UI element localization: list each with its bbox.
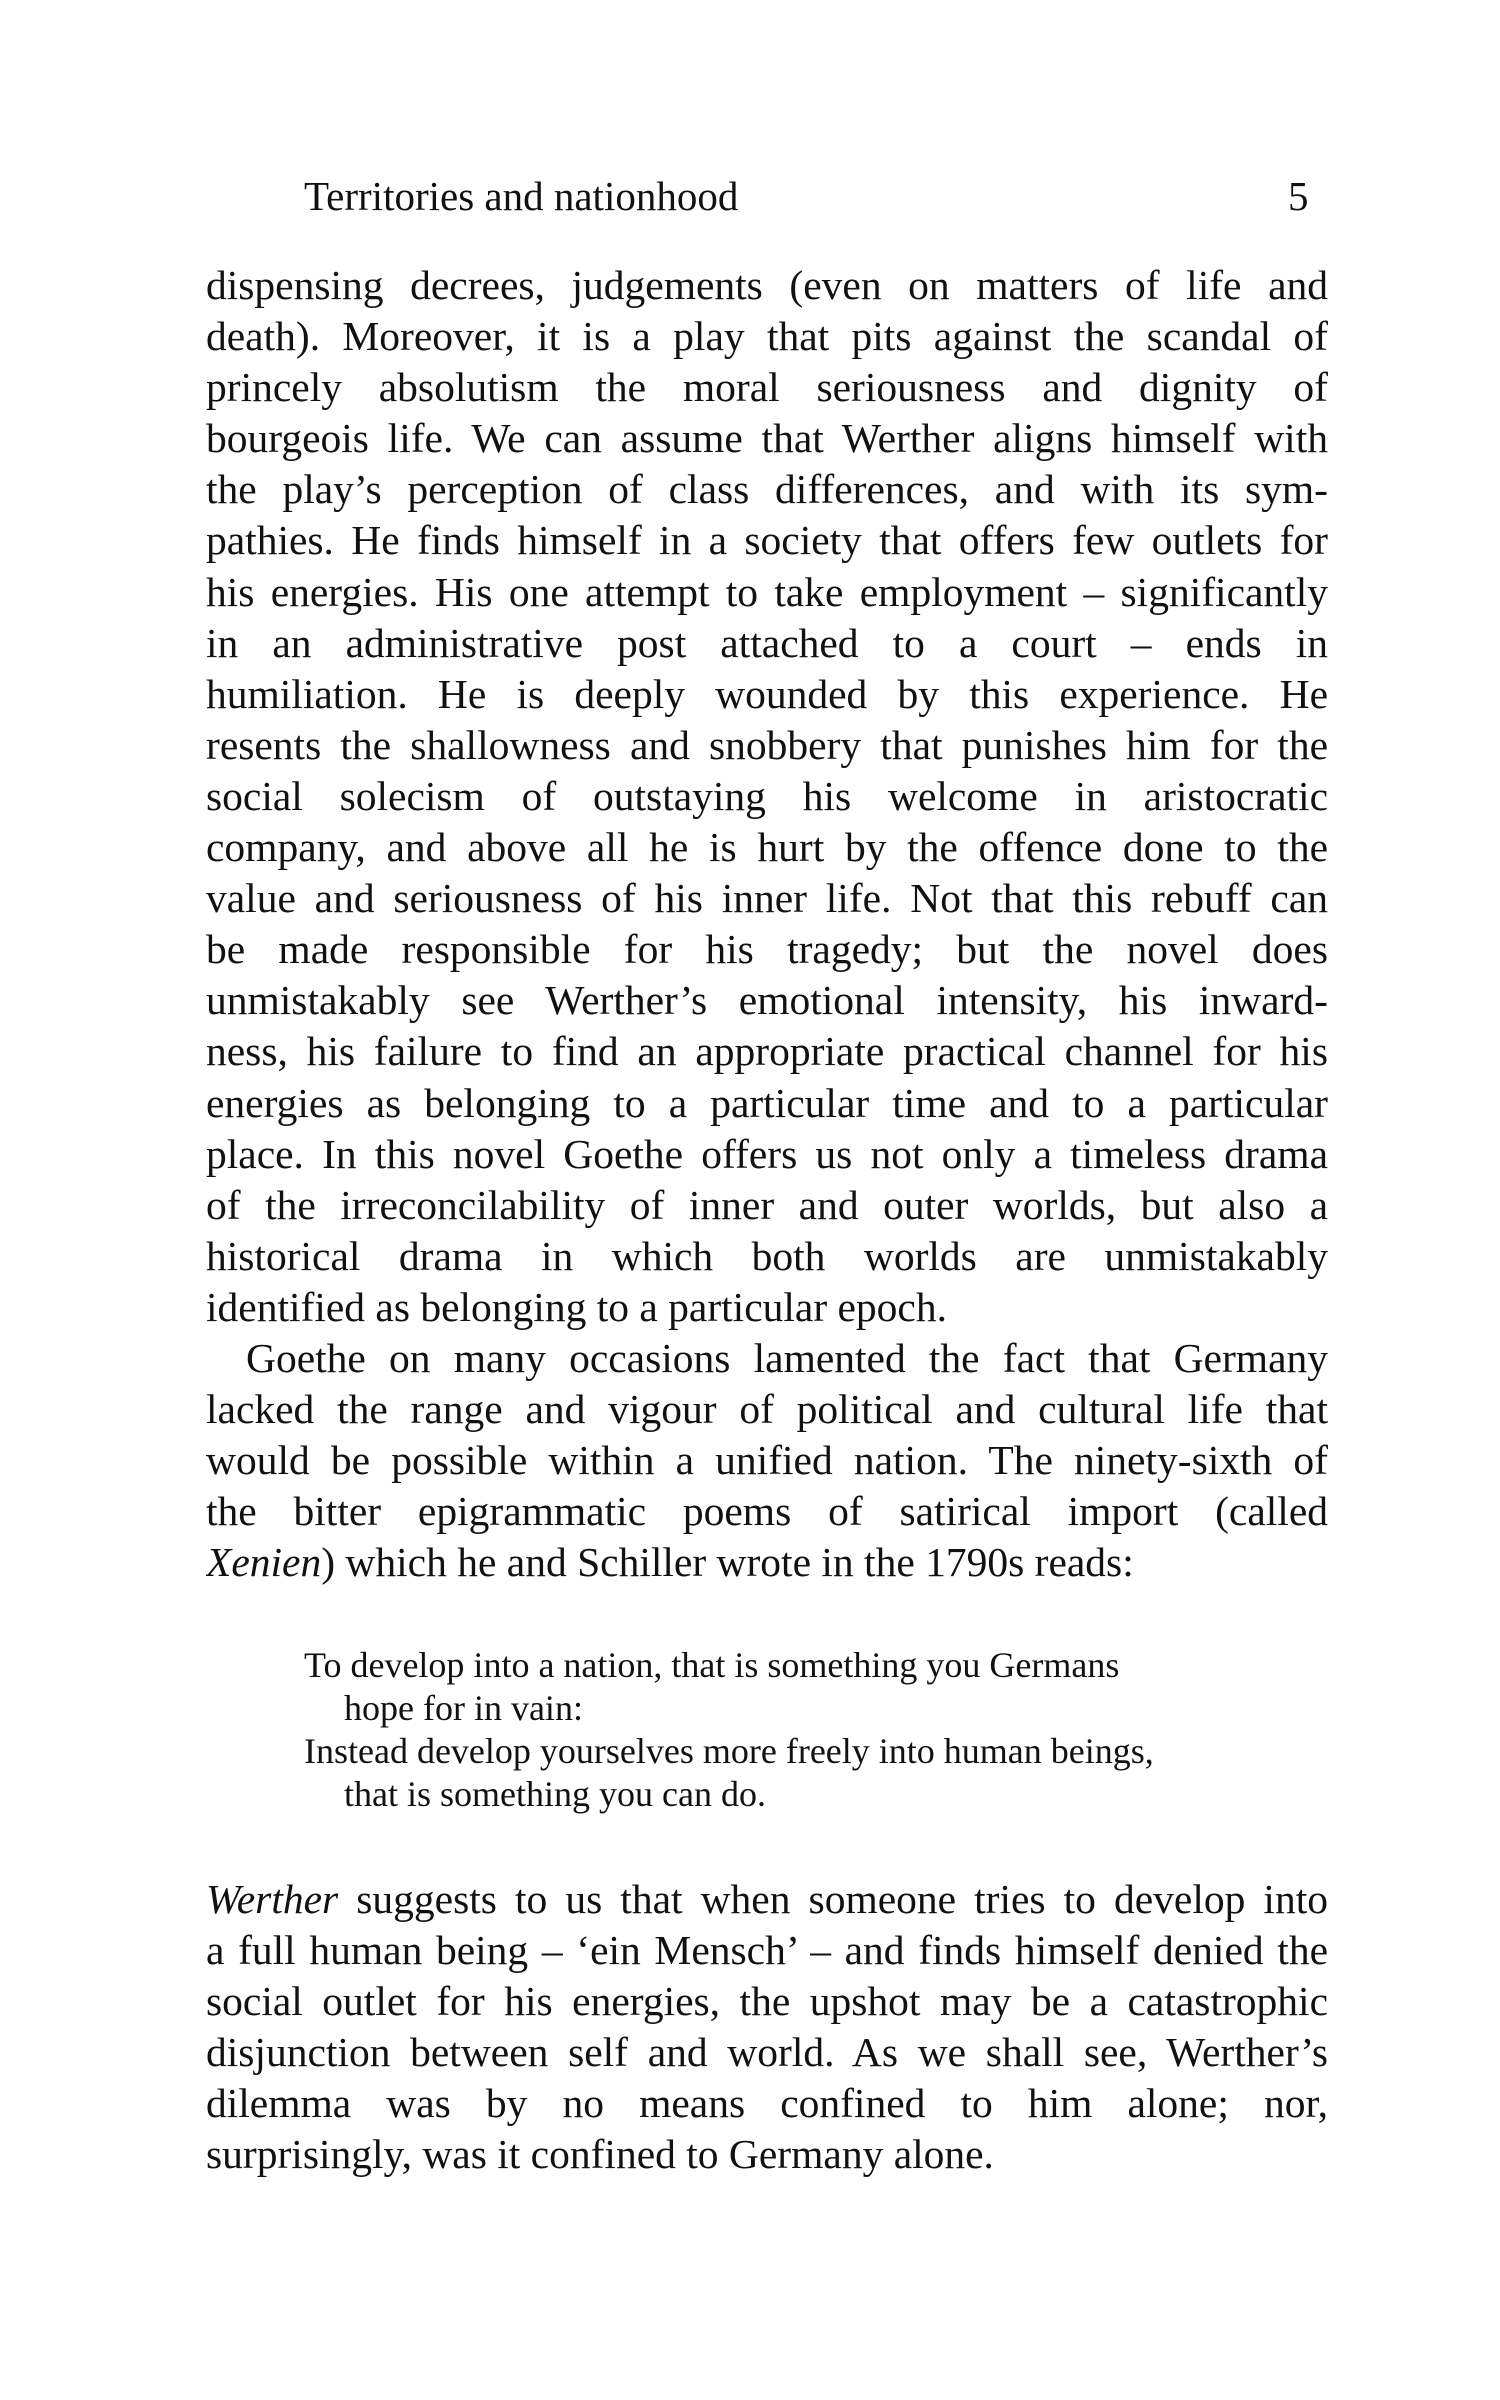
- quote-line: To develop into a nation, that is something you Germans: [304, 1645, 1120, 1685]
- text-line: humiliation. He is deeply wounded by this experience. He: [206, 670, 1328, 717]
- text-line: bourgeois life. We can assume that Werther aligns himself with: [206, 415, 1328, 462]
- text-line: unmistakably see Werther’s emotional intensity, his inward-: [206, 977, 1328, 1024]
- text-line: social solecism of outstaying his welcome in aristocratic: [206, 772, 1328, 819]
- text-line: value and seriousness of his inner life. Not that this rebuff can: [206, 875, 1328, 922]
- quote-line: Instead develop yourselves more freely into human beings,: [304, 1731, 1154, 1771]
- text-line: disjunction between self and world. As we shall see, Werther’s: [206, 2029, 1328, 2076]
- text-line: the play’s perception of class differences, and with its sym-: [206, 466, 1328, 513]
- block-quotation: [304, 1644, 1284, 1816]
- text-line: company, and above all he is hurt by the offence done to the: [206, 824, 1328, 871]
- text-line: in an administrative post attached to a court – ends in: [206, 619, 1328, 666]
- paragraph-werther-conclusion: [206, 1874, 1328, 2181]
- text-fragment: ) which he and Schiller wrote in the 1790s reads:: [321, 1539, 1134, 1586]
- running-title: Territories and nationhood: [304, 173, 739, 219]
- quote-line: hope for in vain:: [344, 1688, 583, 1728]
- text-line: death). Moreover, it is a play that pits against the scandal of: [206, 313, 1328, 360]
- text-line: historical drama in which both worlds are unmistakably: [206, 1232, 1328, 1279]
- text-line: [206, 1537, 1328, 1588]
- quote-line: that is something you can do.: [344, 1774, 766, 1814]
- text-line: identified as belonging to a particular epoch.: [206, 1283, 947, 1330]
- text-line: a full human being – ‘ein Mensch’ – and finds himself denied the: [206, 1927, 1328, 1974]
- text-line: lacked the range and vigour of political and cultural life that: [206, 1386, 1328, 1433]
- page-number: 5: [1288, 173, 1309, 219]
- text-line: would be possible within a unified nation. The ninety-sixth of: [206, 1437, 1328, 1484]
- text-line: social outlet for his energies, the upshot may be a catastrophic: [206, 1978, 1328, 2025]
- xenien-title: Xenien: [206, 1539, 322, 1586]
- text-line: pathies. He finds himself in a society that offers few outlets for: [206, 517, 1328, 564]
- text-line: Goethe on many occasions lamented the fact that Germany: [246, 1334, 1328, 1381]
- text-line: surprisingly, was it confined to Germany alone.: [206, 2131, 994, 2178]
- text-line: be made responsible for his tragedy; but the novel does: [206, 926, 1328, 973]
- text-line: dilemma was by no means confined to him alone; nor,: [206, 2080, 1328, 2127]
- text-line: of the irreconcilability of inner and outer worlds, but also a: [206, 1181, 1328, 1228]
- paragraph-werther-court: [206, 260, 1328, 1588]
- text-line: [206, 1874, 1328, 1925]
- text-fragment: suggests to us that when someone tries to develop into: [338, 1876, 1328, 1922]
- text-line: ness, his failure to find an appropriate practical channel for his: [206, 1028, 1328, 1075]
- text-line: his energies. His one attempt to take employment – significantly: [206, 568, 1328, 615]
- text-line: energies as belonging to a particular time and to a particular: [206, 1079, 1328, 1126]
- werther-title: Werther: [206, 1876, 339, 1922]
- text-line: princely absolutism the moral seriousness and dignity of: [206, 364, 1328, 411]
- text-line: the bitter epigrammatic poems of satirical import (called: [206, 1488, 1328, 1535]
- text-line: dispensing decrees, judgements (even on matters of life and: [206, 262, 1328, 308]
- text-line: place. In this novel Goethe offers us not only a timeless drama: [206, 1130, 1328, 1177]
- text-line: resents the shallowness and snobbery that punishes him for the: [206, 721, 1328, 768]
